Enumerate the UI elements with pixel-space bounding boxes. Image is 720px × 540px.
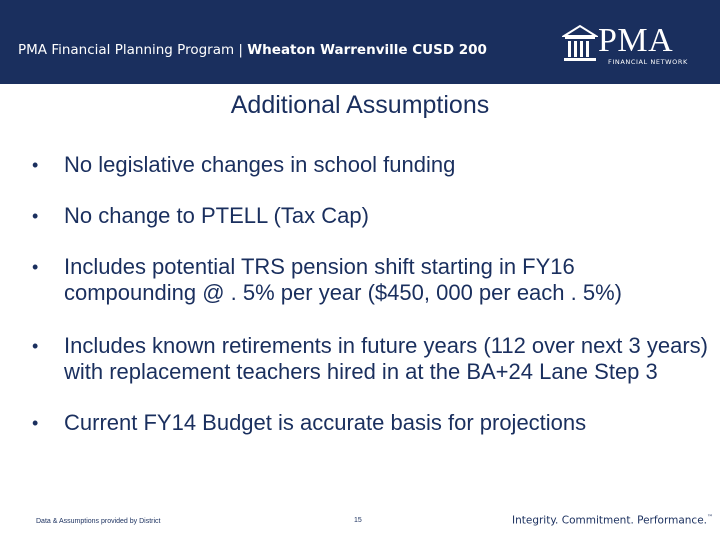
program-name: PMA Financial Planning Program [18, 42, 235, 58]
bullet-dot-icon: • [32, 413, 39, 433]
bullet-item [28, 152, 708, 178]
bullet-text: Includes potential TRS pension shift starting in FY16 compounding @ . 5% per year ($450, 000 per each . 5%) [64, 254, 622, 305]
logo-subtitle: FINANCIAL NETWORK [608, 58, 688, 66]
footer-note: Data & Assumptions provided by District [36, 518, 161, 525]
logo-wordmark: PMA [598, 22, 674, 59]
bullet-text: Includes known retirements in future years (112 over next 3 years) with replacement teachers hired in at the BA+24 Lane Step 3 [64, 333, 709, 384]
bullet-item [28, 254, 708, 306]
bullet-text: No legislative changes in school funding [64, 152, 456, 177]
pma-logo [562, 22, 702, 72]
tagline-text: Integrity. Commitment. Performance. [512, 514, 707, 527]
bullet-item [28, 203, 708, 229]
district-name: Wheaton Warrenville CUSD 200 [247, 42, 487, 58]
pillars-icon [562, 24, 598, 64]
header-separator: | [234, 42, 248, 58]
bullet-item [28, 410, 708, 436]
bullet-item [28, 333, 708, 385]
bullet-dot-icon: • [32, 257, 39, 277]
footer-tagline [512, 514, 713, 527]
bullet-dot-icon: • [32, 155, 39, 175]
slide-title: Additional Assumptions [230, 91, 490, 119]
trademark-mark: ™ [707, 514, 713, 521]
bullet-text: No change to PTELL (Tax Cap) [64, 203, 369, 228]
header-title [18, 42, 487, 58]
bullet-list [28, 152, 708, 466]
bullet-dot-icon: • [32, 336, 39, 356]
bullet-dot-icon: • [32, 206, 39, 226]
header-bar [0, 0, 720, 84]
bullet-text: Current FY14 Budget is accurate basis for projections [64, 410, 587, 435]
page-number: 15 [354, 517, 362, 524]
